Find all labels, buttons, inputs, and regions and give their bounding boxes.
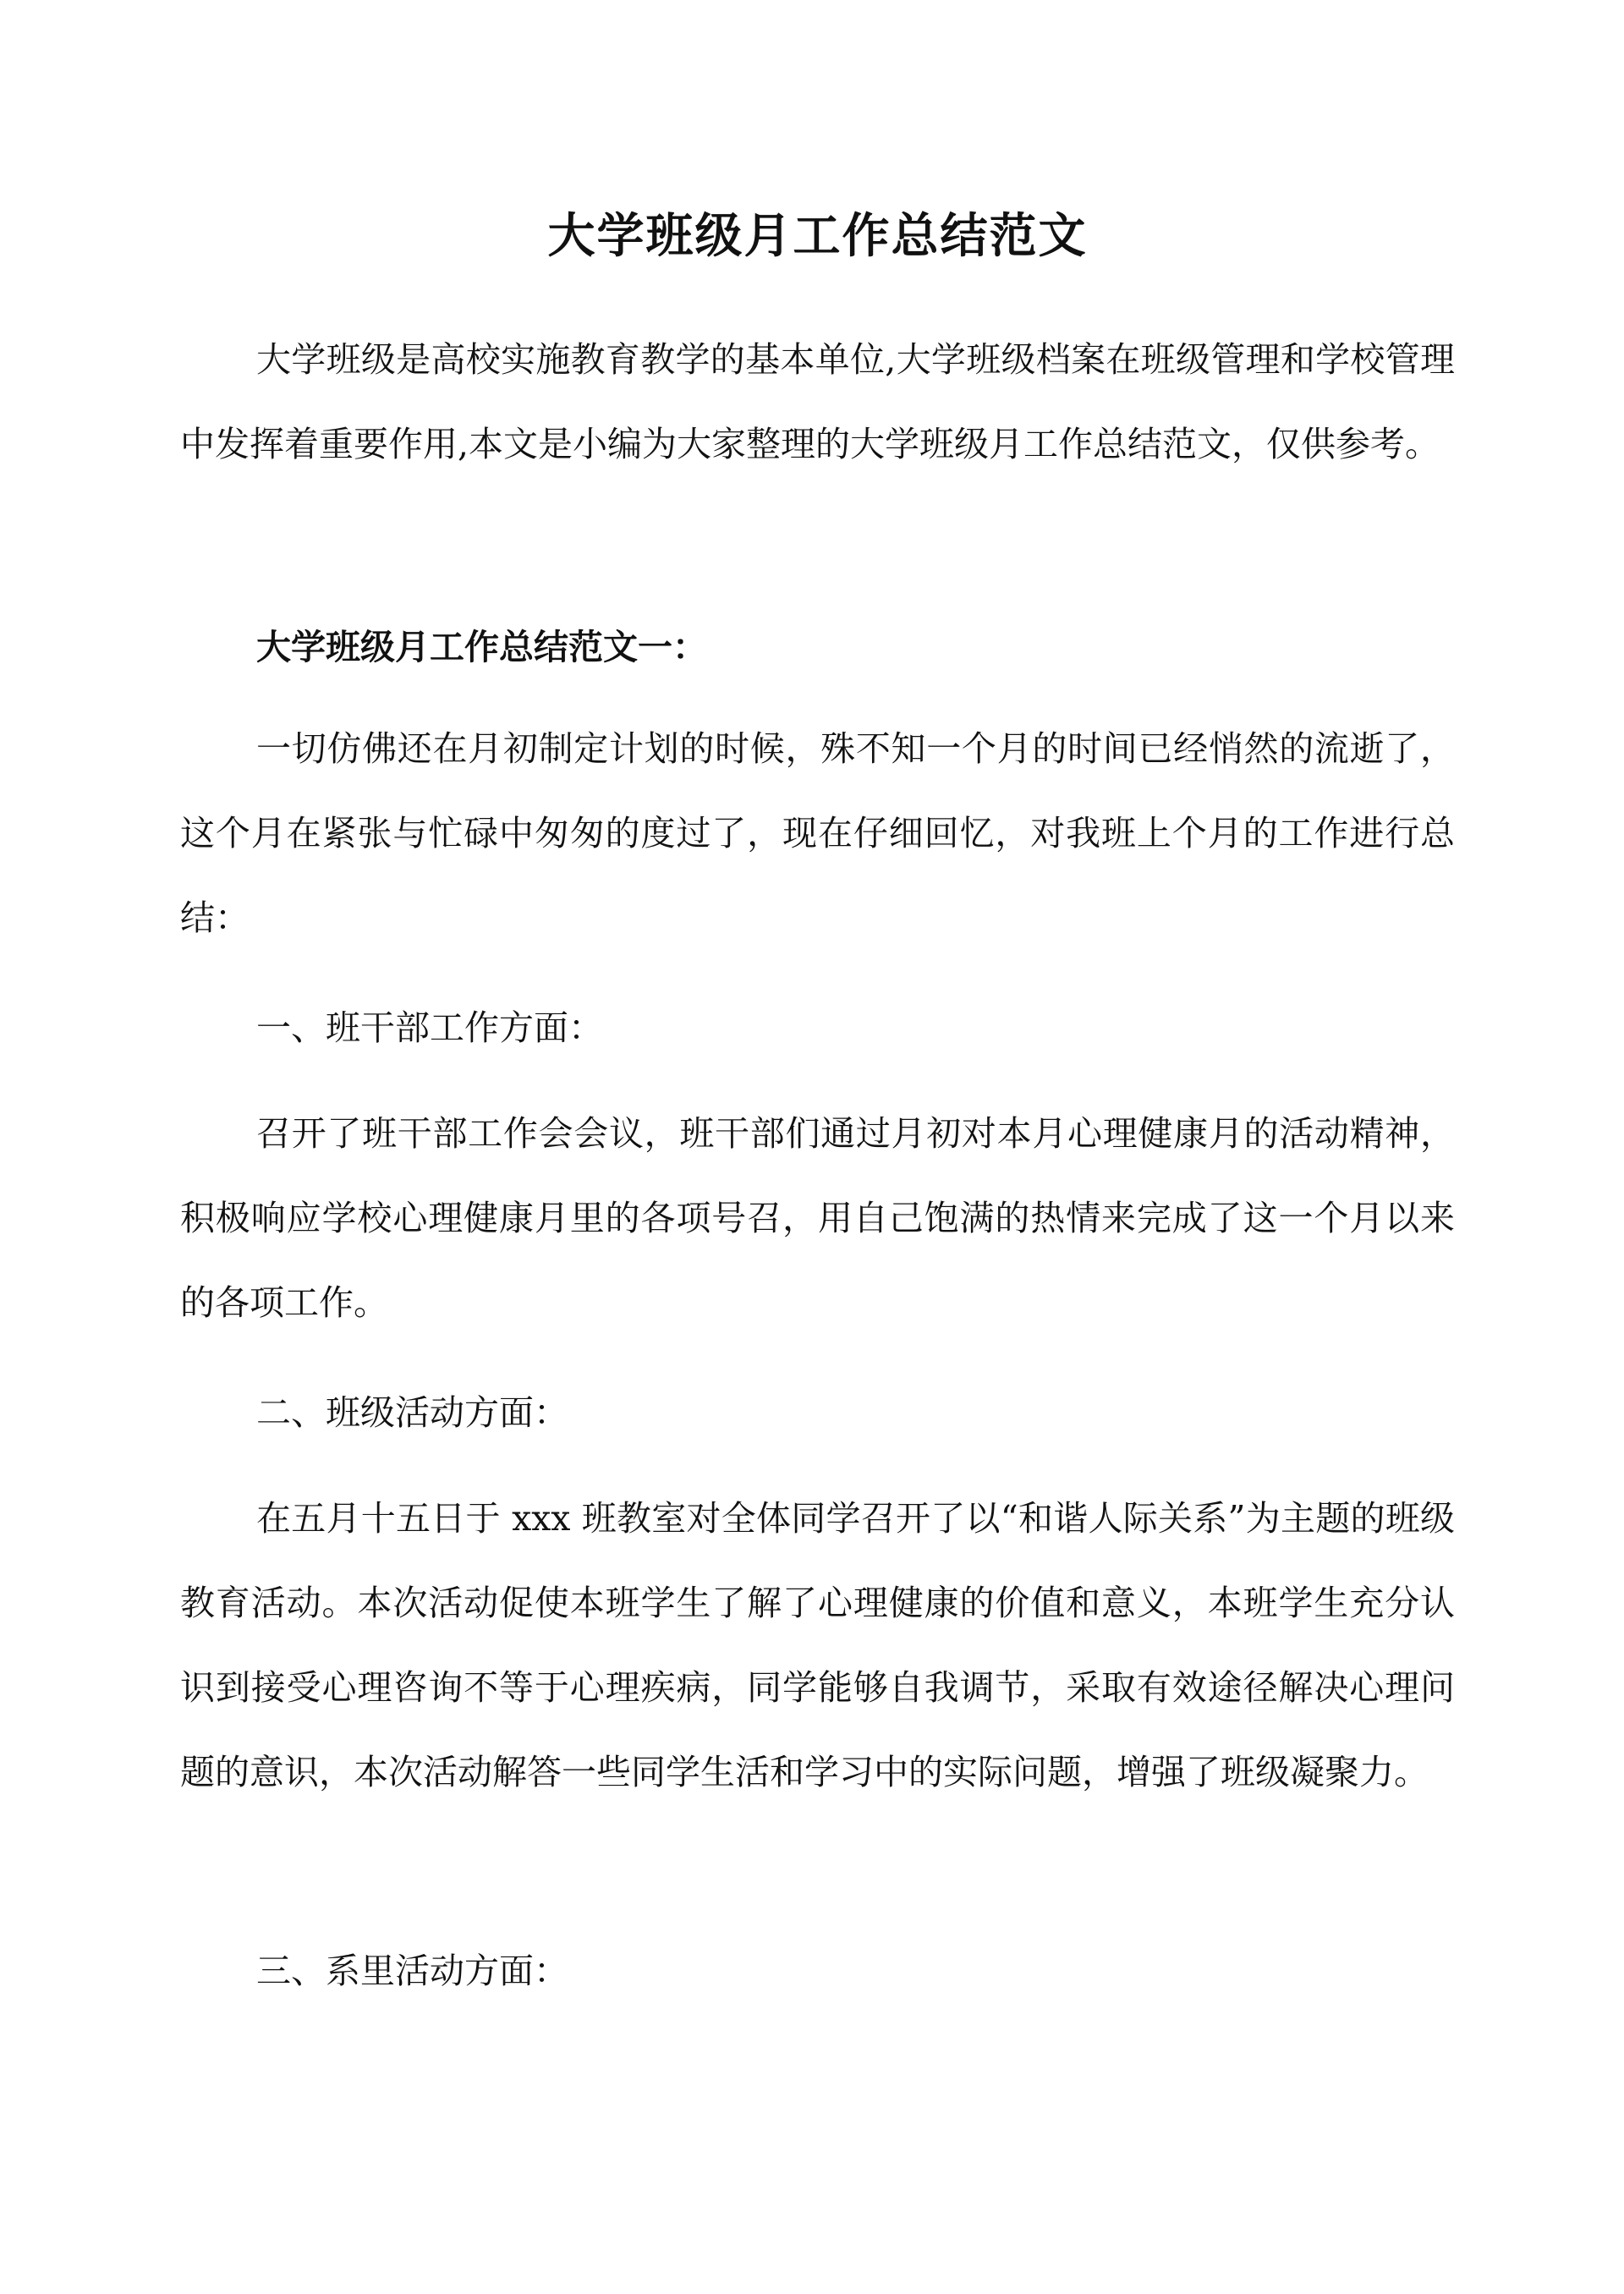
class-activities-paragraph: 在五月十五日于 xxx 班教室对全体同学召开了以“和谐人际关系”为主题的班级教育活动。本次活动促使本班学生了解了心理健康的价值和意义，本班学生充分认识到接受心理咨询不等于心理疾病，同学能够自我调节，采取有效途径解决心理问题的意识，本次活动解答一些同学生活和学习中的实际问题，增强了班级凝聚力。 bbox=[180, 1498, 1455, 1792]
opening-paragraph: 一切仿佛还在月初制定计划的时候，殊不知一个月的时间已经悄然的流逝了，这个月在紧张与忙碌中匆匆的度过了，现在仔细回忆，对我班上个月的工作进行总结： bbox=[180, 728, 1455, 938]
section-heading-sample-one: 大学班级月工作总结范文一： bbox=[256, 627, 707, 667]
cadre-work-paragraph: 召开了班干部工作会会议，班干部们通过月初对本月心理健康月的活动精神，积极响应学校心理健康月里的各项号召，用自己饱满的热情来完成了这一个月以来的各项工作。 bbox=[180, 1113, 1455, 1323]
section-heading-cadre-work: 一、班干部工作方面： bbox=[256, 1007, 603, 1048]
section-heading-class-activities: 二、班级活动方面： bbox=[256, 1392, 568, 1433]
intro-paragraph: 大学班级是高校实施教育教学的基本单位,大学班级档案在班级管理和学校管理中发挥着重要作用,本文是小编为大家整理的大学班级月工作总结范文，仅供参考。 bbox=[180, 339, 1455, 464]
document-title: 大学班级月工作总结范文 bbox=[547, 209, 1088, 264]
section-heading-department-activities: 三、系里活动方面： bbox=[256, 1951, 568, 1991]
